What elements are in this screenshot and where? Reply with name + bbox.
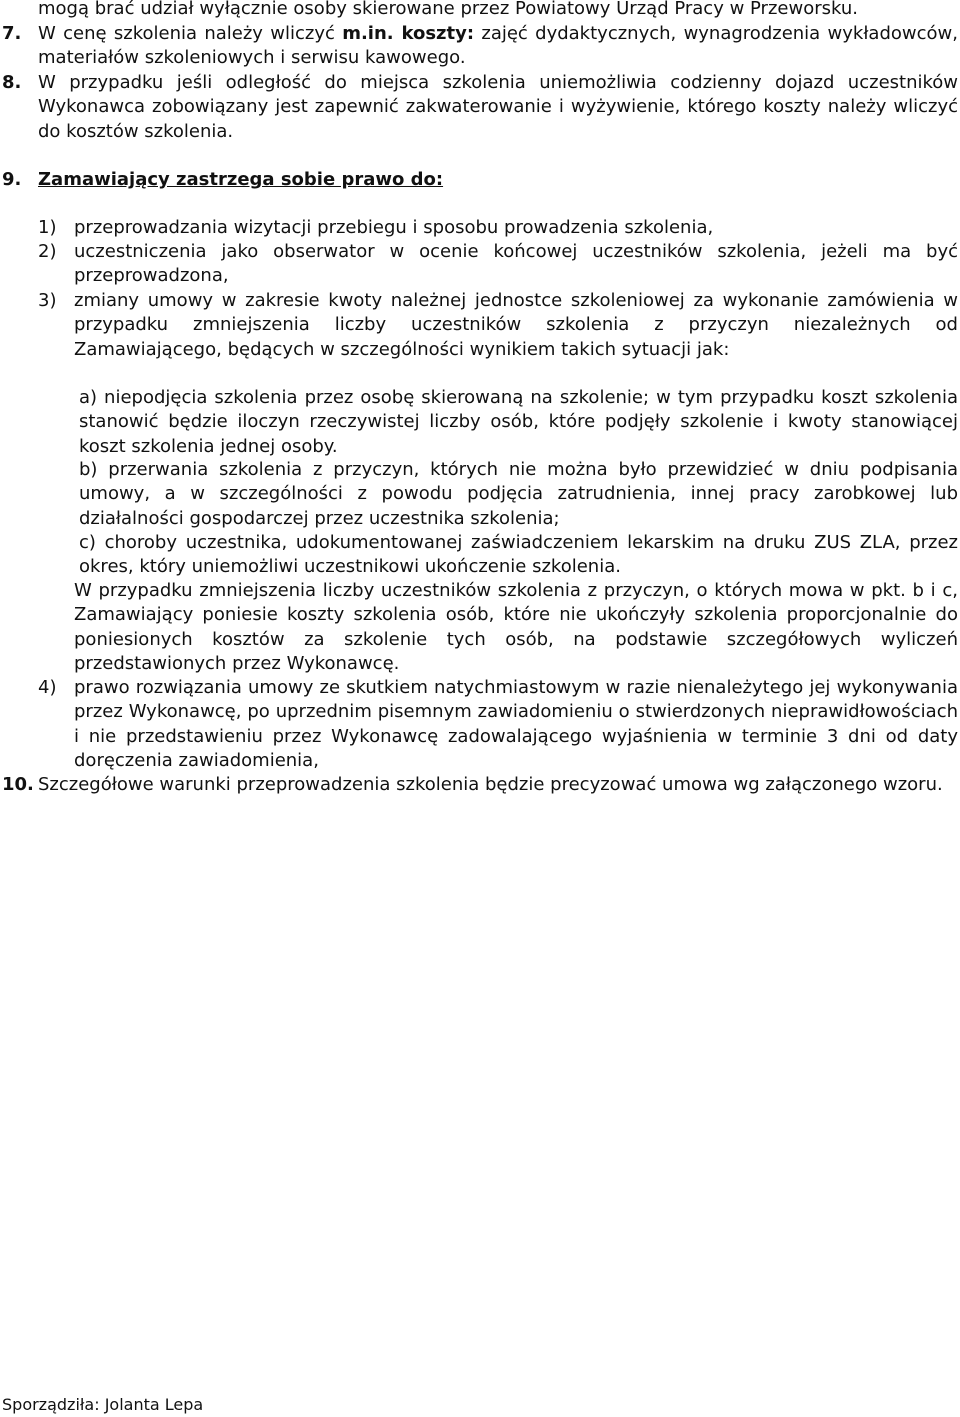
sub-1-text: przeprowadzania wizytacji przebiegu i sposobu prowadzenia szkolenia, [74,217,714,238]
item-10-text: Szczegółowe warunki przeprowadzenia szkolenia będzie precyzować umowa wg załączonego wzoru. [38,774,943,795]
sub-2-text: uczestniczenia jako obserwator w ocenie końcowej uczestników szkolenia, jeżeli ma być przeprowadzona, [74,241,958,287]
item-7-text-before: W cenę szkolenia należy wliczyć [38,23,343,44]
sub-4-text: prawo rozwiązania umowy ze skutkiem natychmiastowym w razie nienależytego jej wykonywania przez Wykonawcę, po uprzednim pisemnym zawiadomieniu o stwierdzonych nieprawidłowościach i nie przedstawieniu przez Wykonawcę zadowalającego wyjaśnienia w terminie 3 dni od daty doręczenia zawiadomienia, [74,677,958,771]
item-7-text [38,22,958,71]
sub-3-after-text: W przypadku zmniejszenia liczby uczestników szkolenia z przyczyn, o których mowa w pkt. b i c, Zamawiający poniesie koszty szkolenia osób, które nie ukończyły szkolenia proporcjonalnie do poniesionych kosztów za szkolenie tych osób, na podstawie szczegółowych wyliczeń przedstawionych przez Wykonawcę. [74,580,958,674]
sub-4-number: 4) [38,677,57,698]
sub-3-number: 3) [38,290,57,311]
sub-2-number: 2) [38,241,57,262]
sub-3-point-c: c) choroby uczestnika, udokumentowanej zaświadczeniem lekarskim na druku ZUS ZLA, przez okres, który uniemożliwi uczestnikowi ukończenie szkolenia. [79,532,958,578]
paragraph-continuation: mogą brać udział wyłącznie osoby skierowane przez Powiatowy Urząd Pracy w Przeworsku. [38,0,858,19]
item-10-number: 10. [2,774,34,795]
item-9-heading: Zamawiający zastrzega sobie prawo do: [38,169,444,190]
item-7-bold-part: m.in. koszty: [342,23,475,44]
item-9-number: 9. [2,169,22,190]
sub-1-number: 1) [38,217,57,238]
sub-3-text: zmiany umowy w zakresie kwoty należnej jednostce szkoleniowej za wykonanie zamówienia w przypadku zmniejszenia liczby uczestników szkolenia z przyczyn niezależnych od Zamawiającego, będących w szczególności wynikiem takich sytuacji jak: [74,290,958,360]
item-8-number: 8. [2,72,22,93]
footer-author: Sporządziła: Jolanta Lepa [2,1395,204,1414]
item-8-text: W przypadku jeśli odległość do miejsca szkolenia uniemożliwia codzienny dojazd uczestników Wykonawca zobowiązany jest zapewnić zakwaterowanie i wyżywienie, którego koszty należy wliczyć do kosztów szkolenia. [38,72,958,142]
item-7-number: 7. [2,23,22,44]
item-7-text-after: zajęć dydaktycznych, wynagrodzenia wykładowców, materiałów szkoleniowych i serwisu kawowego. [38,23,958,69]
sub-3-point-a: a) niepodjęcia szkolenia przez osobę skierowaną na szkolenie; w tym przypadku koszt szkolenia stanowić będzie iloczyn rzeczywistej liczby osób, które podjęły szkolenie i kwoty stanowiącej koszt szkolenia jednej osoby. [79,387,958,457]
sub-3-point-b: b) przerwania szkolenia z przyczyn, których nie można było przewidzieć w dniu podpisania umowy, a w szczególności z powodu podjęcia zatrudnienia, innej pracy zarobkowej lub działalności gospodarczej przez uczestnika szkolenia; [79,459,958,529]
